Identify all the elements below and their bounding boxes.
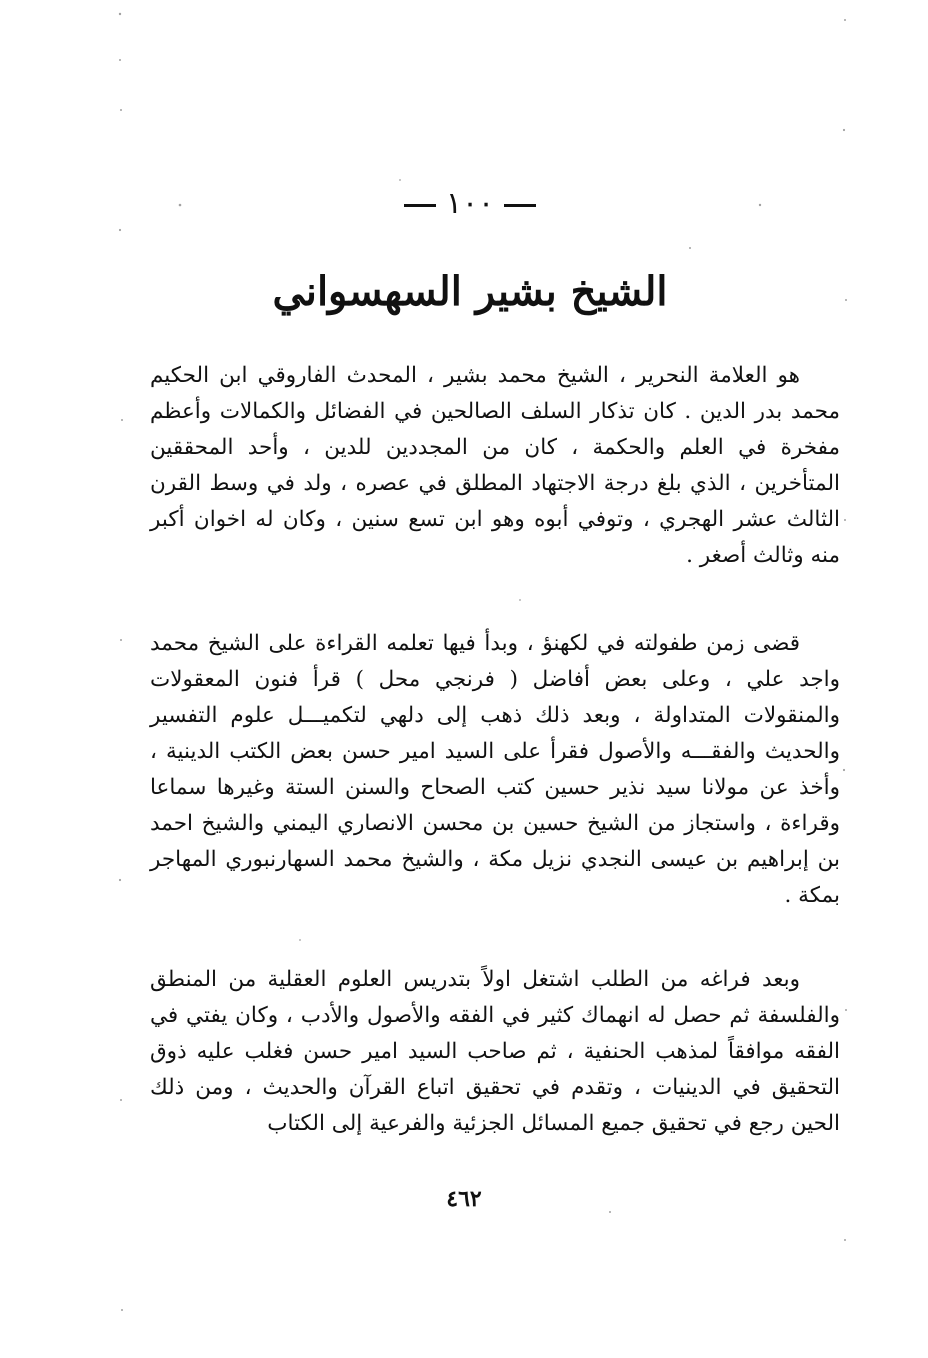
right-dash [404,204,436,207]
left-dash [504,204,536,207]
paragraph-text: قضى زمن طفولته في لكهنؤ ، وبدأ فيها تعلمه القراءة على الشيخ محمد واجد علي ، وعلى بعض أفاضل ( فرنجي محل ) قرأ فنون المعقولات والمنقولات المتداولة ، وبعد ذلك ذهب إلى دلهي لتكميـــل علوم التفسير والحديث والفقـــه والأصول فقرأ على السيد امير حسن بعض الكتب الدينية ، وأخذ عن مولانا سيد نذير حسين كتب الصحاح والسنن الستة وغيرها سماعا وقراءة ، واستجاز من الشيخ حسين بن محسن الانصاري اليمني والشيخ احمد بن إبراهيم بن عيسى النجدي نزيل مكة ، والشيخ محمد السهارنبوري المهاجر بمكة . [150,631,840,908]
paragraph-1 [150,358,840,574]
entry-number-text: ١٠٠ [445,186,495,221]
entry-number [380,186,560,221]
paragraph-text: وبعد فراغه من الطلب اشتغل اولاً بتدريس العلوم العقلية من المنطق والفلسفة ثم حصل له انهماك كثير في الفقه والأصول والأدب ، وكان يفتي في الفقه موافقاً لمذهب الحنفية ، ثم صاحب السيد امير حسن فغلب عليه ذوق التحقيق في الدينيات ، وتقدم في تحقيق اتباع القرآن والحديث ، ومن ذلك الحين رجع في تحقيق جميع المسائل الجزئية والفرعية إلى الكتاب [150,967,840,1136]
page-number: ٤٦٢ [446,1186,482,1212]
paragraph-2 [150,626,840,914]
entry-title: الشيخ بشير السهسواني [272,268,668,315]
paragraph-3 [150,962,840,1142]
paragraph-text: هو العلامة النحرير ، الشيخ محمد بشير ، المحدث الفاروقي ابن الحكيم محمد بدر الدين . كان تذكار السلف الصالحين في الفضائل والكمالات وأعظم مفخرة في العلم والحكمة ، كان من المجددين للدين ، وأحد المحققين المتأخرين ، الذي بلغ درجة الاجتهاد المطلق في عصره ، ولد في وسط القرن الثالث عشر الهجري ، وتوفي أبوه وهو ابن تسع سنين ، وكان له اخوان أكبر منه وثالث أصغر . [150,363,840,568]
